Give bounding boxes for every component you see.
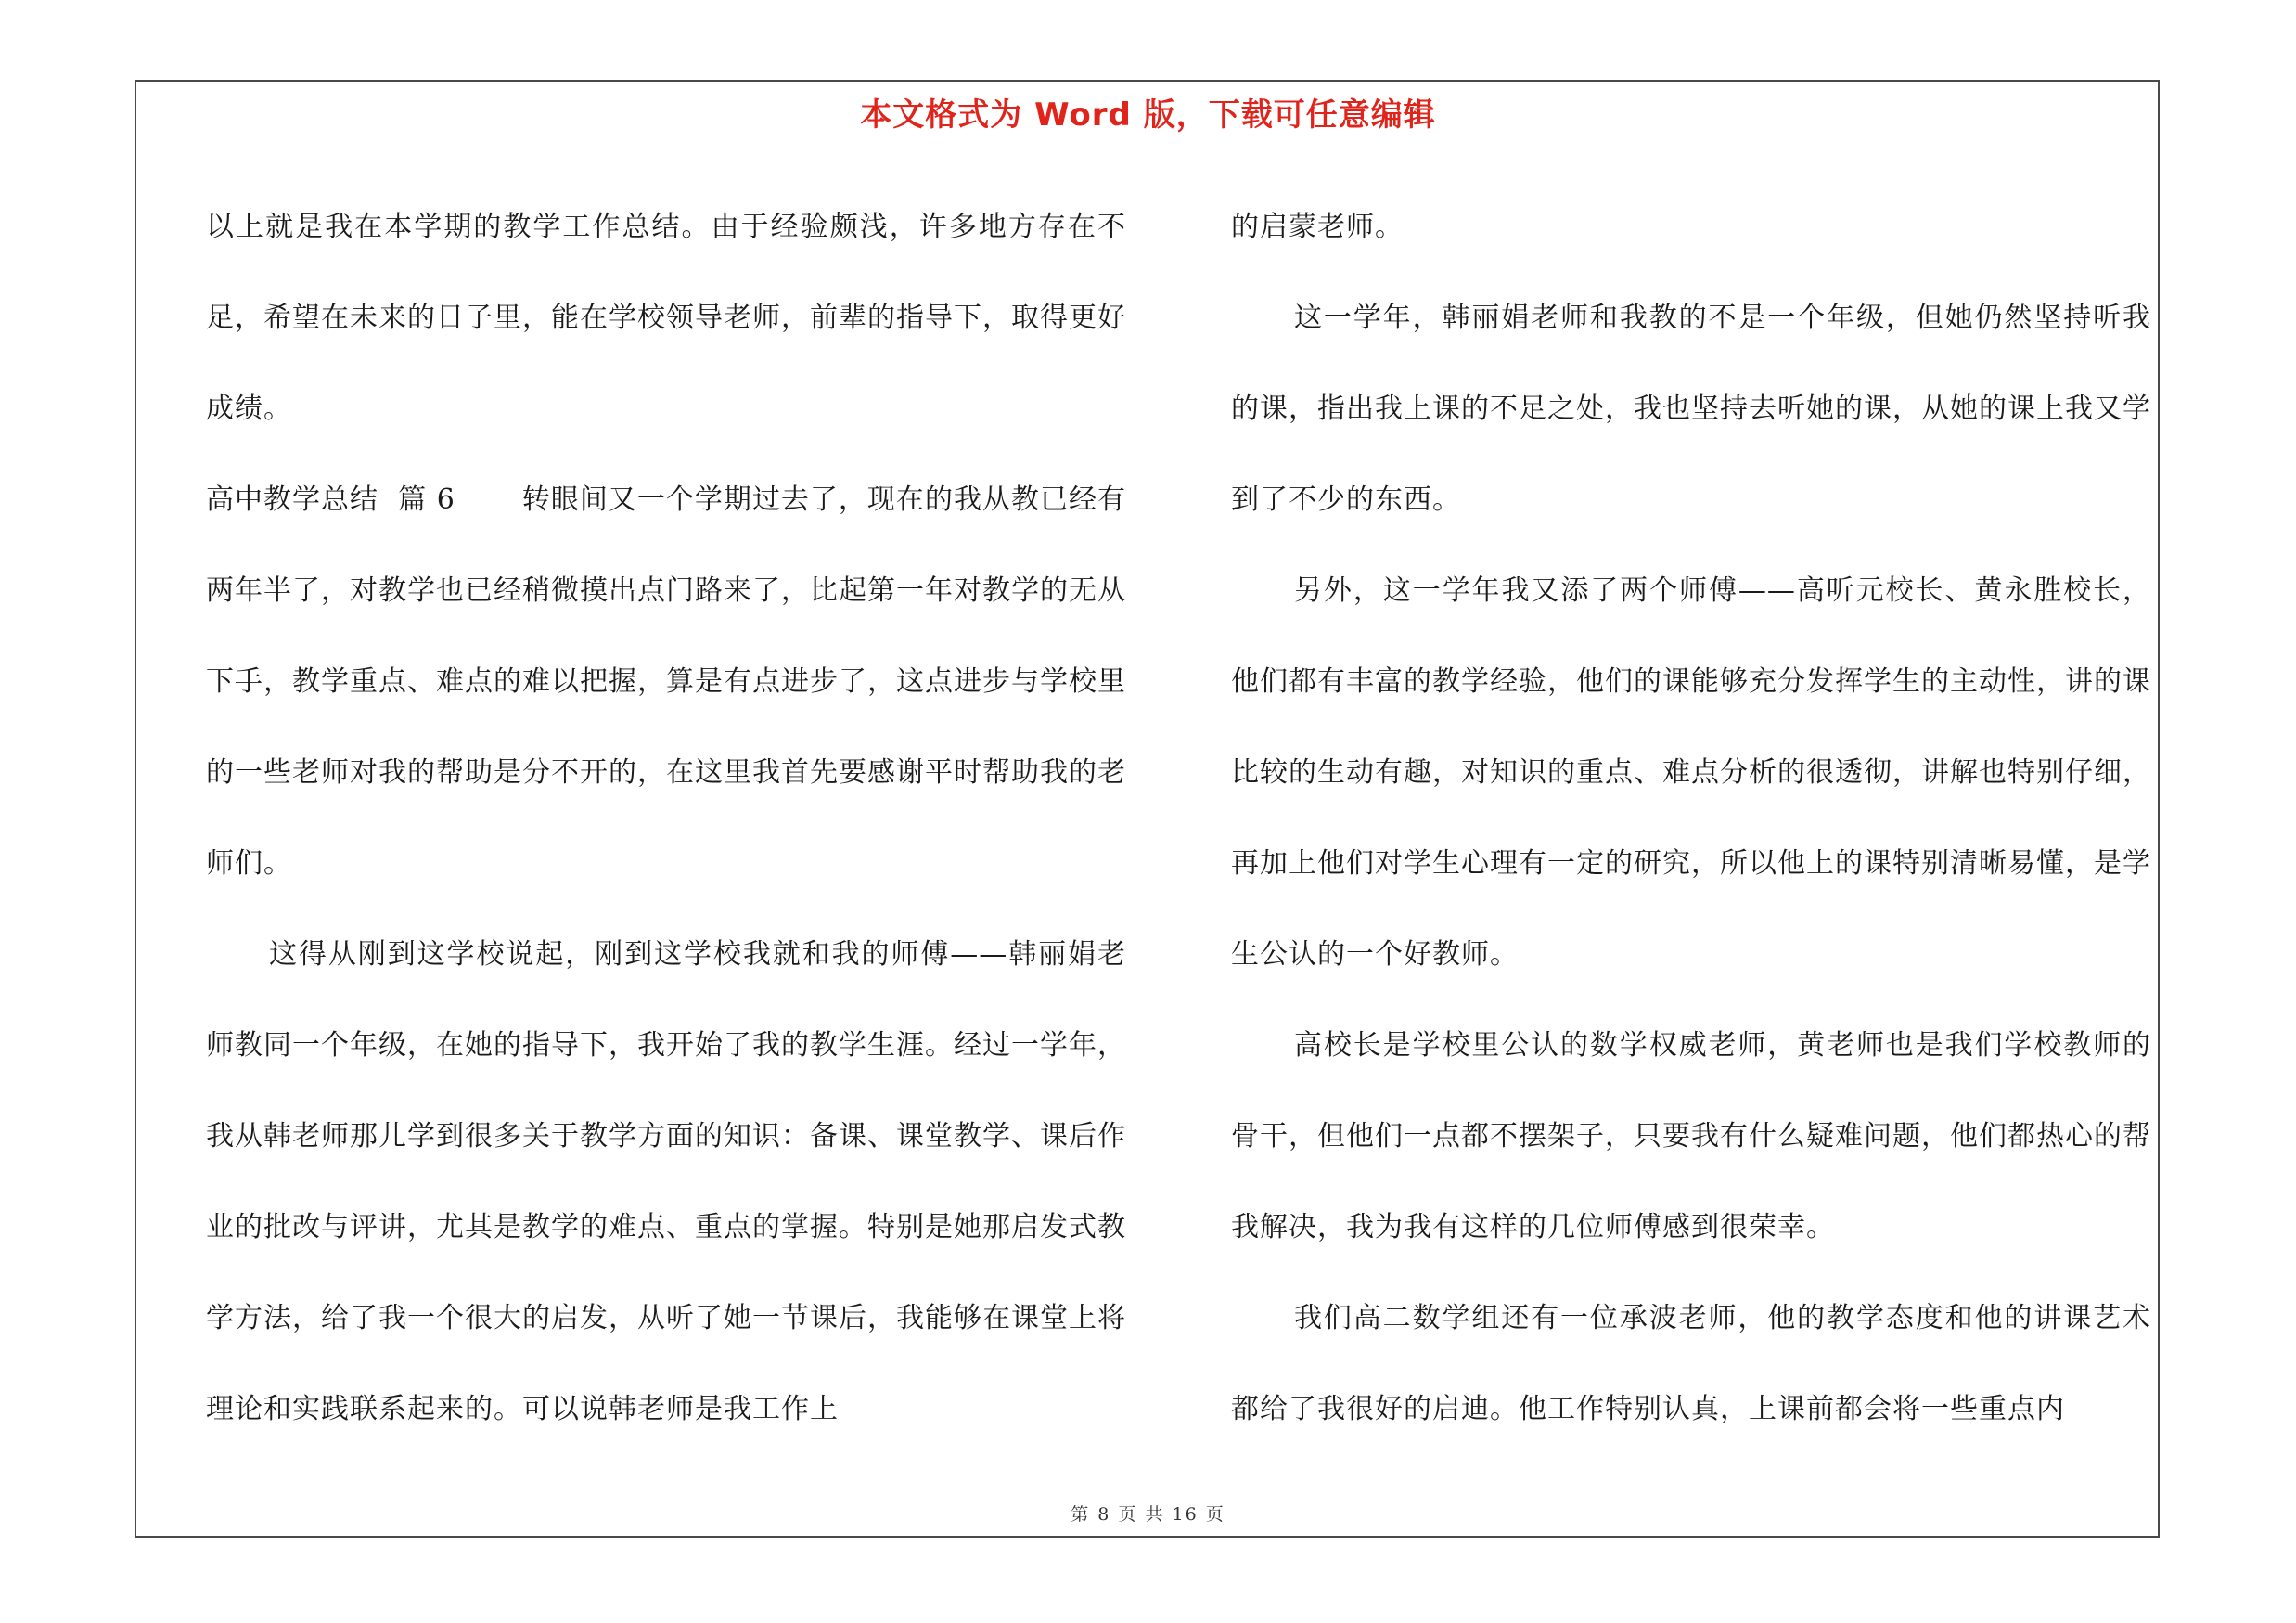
left-column: [206, 182, 1126, 1455]
paragraph: 的启蒙老师。: [1231, 211, 1404, 243]
paragraph: 这一学年，韩丽娟老师和我教的不是一个年级，但她仍然坚持听我的课，指出我上课的不足之处，我也坚持去听她的课，从她的课上我又学到了不少的东西。: [1231, 302, 2151, 516]
paragraph: 另外，这一学年我又添了两个师傅——高听元校长、黄永胜校长，他们都有丰富的教学经验，他们的课能够充分发挥学生的主动性，讲的课比较的生动有趣，对知识的重点、难点分析的很透彻，讲解也特别仔细，再加上他们对学生心理有一定的研究，所以他上的课特别清晰易懂，是学生公认的一个好教师。: [1231, 574, 2151, 971]
page-number-footer: 第 8 页 共 16 页: [1071, 1504, 1225, 1525]
section-heading: 高中教学总结 篇 6: [206, 483, 455, 516]
format-banner: 本文格式为 Word 版，下载可任意编辑: [860, 97, 1436, 134]
paragraph-text: 转眼间又一个学期过去了，现在的我从教已经有两年半了，对教学也已经稍微摸出点门路来了，比起第一年对教学的无从下手，教学重点、难点的难以把握，算是有点进步了，这点进步与学校里的一些老师对我的帮助是分不开的，在这里我首先要感谢平时帮助我的老师们。: [206, 483, 1126, 880]
paragraph: 我们高二数学组还有一位承波老师，他的教学态度和他的讲课艺术都给了我很好的启迪。他工作特别认真，上课前都会将一些重点内: [1231, 1302, 2151, 1425]
paragraph-with-heading: [206, 455, 1126, 909]
paragraph: 这得从刚到这学校说起，刚到这学校我就和我的师傅——韩丽娟老师教同一个年级，在她的指导下，我开始了我的教学生涯。经过一学年，我从韩老师那儿学到很多关于教学方面的知识：备课、课堂教学、课后作业的批改与评讲，尤其是教学的难点、重点的掌握。特别是她那启发式教学方法，给了我一个很大的启发，从听了她一节课后，我能够在课堂上将理论和实践联系起来的。可以说韩老师是我工作上: [206, 938, 1126, 1425]
paragraph: 高校长是学校里公认的数学权威老师，黄老师也是我们学校教师的骨干，但他们一点都不摆架子，只要我有什么疑难问题，他们都热心的帮我解决，我为我有这样的几位师傅感到很荣幸。: [1231, 1029, 2151, 1243]
paragraph: 以上就是我在本学期的教学工作总结。由于经验颇浅，许多地方存在不足，希望在未来的日子里，能在学校领导老师，前辈的指导下，取得更好成绩。: [206, 211, 1126, 425]
right-column: [1231, 182, 2151, 1455]
